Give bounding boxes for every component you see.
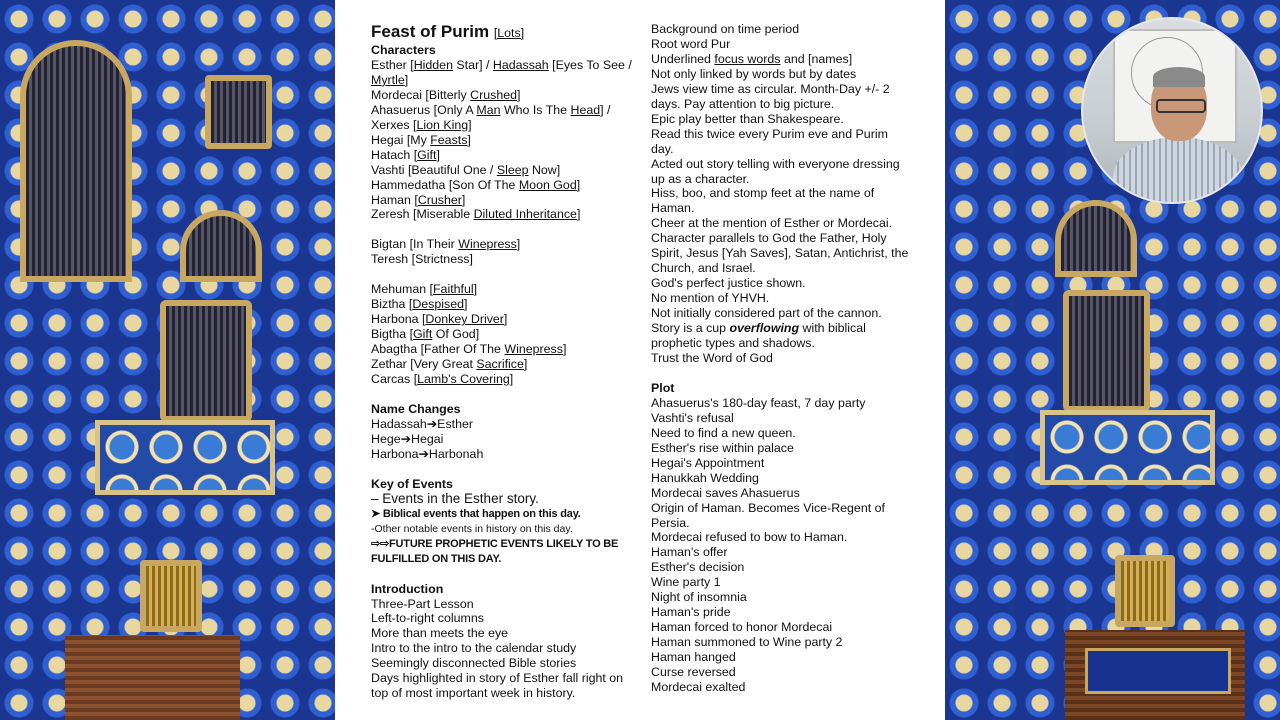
note-item: God's perfect justice shown. xyxy=(651,276,806,291)
key-other-events: -Other notable events in history on this day. xyxy=(371,522,573,535)
name-change-item: Hege➔Hegai xyxy=(371,431,444,446)
name-changes-list xyxy=(371,417,636,462)
tile-panel xyxy=(95,420,275,495)
key-story-events: – Events in the Esther story. xyxy=(371,490,539,506)
note-item: No mention of YHVH. xyxy=(651,291,770,306)
plot-item: Night of insomnia xyxy=(651,590,747,605)
notes-list xyxy=(651,22,913,366)
focus-word: Diluted Inheritance xyxy=(473,207,577,222)
background-tilework-left xyxy=(0,0,335,720)
introduction-item: Intro to the intro to the calendar study xyxy=(371,641,577,656)
arch-niche xyxy=(20,40,132,282)
characters-list-3 xyxy=(371,282,636,387)
presenter-glasses xyxy=(1156,99,1206,113)
plot-list xyxy=(651,396,913,695)
introduction-list xyxy=(371,597,636,702)
character-entry: Mehuman [Faithful] xyxy=(371,282,478,297)
window-lattice xyxy=(140,560,202,632)
calligraphy-sign xyxy=(1085,648,1231,694)
character-entry: Bigtan [In Their Winepress] xyxy=(371,237,521,252)
character-entry: Mordecai [Bitterly Crushed] xyxy=(371,87,521,102)
plot-item: Esther's decision xyxy=(651,560,745,575)
note-item: Story is a cup overflowing with biblical prophetic types and shadows. xyxy=(651,321,866,351)
character-entry: Hegai [My Feasts] xyxy=(371,132,471,147)
name-change-item: Harbona➔Harbonah xyxy=(371,446,484,461)
name-change-item: Hadassah➔Esther xyxy=(371,416,473,431)
emphasis-word: overflowing xyxy=(729,321,800,336)
note-item: Root word Pur xyxy=(651,36,731,51)
character-entry: Zethar [Very Great Sacrifice] xyxy=(371,357,528,372)
presenter-hair xyxy=(1153,67,1205,87)
character-entry: Ahasuerus [Only A Man Who Is The Head] / Xerxes [Lion King] xyxy=(371,102,611,132)
note-item: Character parallels to God the Father, Holy Spirit, Jesus [Yah Saves], Satan, Antichrist, the Church, and Israel. xyxy=(651,231,909,276)
plot-item: Esther's rise within palace xyxy=(651,440,794,455)
key-prophetic-events: ⇨⇨FUTURE PROPHETIC EVENTS LIKELY TO BE FULFILLED ON THIS DAY. xyxy=(371,537,619,565)
focus-word: Myrtle xyxy=(371,72,405,87)
focus-word: Moon God xyxy=(518,177,577,192)
focus-word: Winepress xyxy=(504,342,563,357)
focus-word: Hadassah xyxy=(492,57,549,72)
plot-item: Vashti's refusal xyxy=(651,410,734,425)
focus-word: Sacrifice xyxy=(476,357,524,372)
character-entry: Abagtha [Father Of The Winepress] xyxy=(371,342,567,357)
character-entry: Bigtha [Gift Of God] xyxy=(371,327,480,342)
introduction-item: Three-Part Lesson xyxy=(371,596,474,611)
focus-word: focus words xyxy=(714,51,781,66)
window-lattice xyxy=(1115,555,1175,627)
presenter-webcam xyxy=(1081,17,1263,204)
wooden-door xyxy=(65,635,240,720)
name-changes-heading: Name Changes xyxy=(371,402,461,417)
note-item: Not only linked by words but by dates xyxy=(651,66,857,81)
character-entry: Esther [Hidden Star] / Hadassah [Eyes To See / Myrtle] xyxy=(371,57,632,87)
focus-word: Faithful xyxy=(432,282,474,297)
title-link[interactable]: [Lots] xyxy=(493,26,525,40)
window-lattice xyxy=(1063,290,1150,412)
plot-item: Ahasuerus's 180-day feast, 7 day party xyxy=(651,395,866,410)
focus-word: Sleep xyxy=(496,162,529,177)
plot-item: Haman forced to honor Mordecai xyxy=(651,620,833,635)
note-item: Background on time period xyxy=(651,22,800,36)
focus-word: Crushed xyxy=(470,87,517,102)
focus-word: Crusher xyxy=(417,192,462,207)
title-text: Feast of Purim xyxy=(371,22,490,41)
document-page xyxy=(335,0,945,720)
introduction-item: Days highlighted in story of Esther fall right on top of most important week in history. xyxy=(371,671,624,701)
note-item: Not initially considered part of the cannon. xyxy=(651,306,882,321)
plot-item: Mordecai exalted xyxy=(651,679,746,694)
focus-word: Feasts xyxy=(430,132,468,147)
character-entry: Harbona [Donkey Driver] xyxy=(371,312,508,327)
focus-word: Donkey Driver xyxy=(425,312,504,327)
introduction-item: Left-to-right columns xyxy=(371,611,484,626)
plot-item: Hanukkah Wedding xyxy=(651,470,759,485)
plot-item: Haman hanged xyxy=(651,650,736,665)
characters-heading: Characters xyxy=(371,43,436,57)
plot-item: Wine party 1 xyxy=(651,575,721,590)
note-item: Hiss, boo, and stomp feet at the name of Haman. xyxy=(651,186,875,216)
plot-heading: Plot xyxy=(651,380,675,395)
character-entry: Teresh [Strictness] xyxy=(371,252,473,267)
focus-word: Gift xyxy=(413,327,433,342)
plot-item: Mordecai saves Ahasuerus xyxy=(651,485,800,500)
plot-item: Hegai's Appointment xyxy=(651,455,765,470)
plot-item: Curse reversed xyxy=(651,665,736,680)
plot-item: Haman's pride xyxy=(651,605,731,620)
key-of-events-heading: Key of Events xyxy=(371,476,453,491)
window-lattice xyxy=(1055,200,1137,277)
note-item: Trust the Word of God xyxy=(651,350,773,365)
right-column xyxy=(651,22,913,695)
page-title xyxy=(371,22,636,43)
focus-word: Winepress xyxy=(458,237,517,252)
introduction-item: More than meets the eye xyxy=(371,626,509,641)
left-column xyxy=(371,22,636,701)
window-lattice xyxy=(205,75,272,149)
characters-list-2 xyxy=(371,237,636,267)
focus-word: Lion King xyxy=(416,117,469,132)
character-entry: Carcas [Lamb's Covering] xyxy=(371,372,514,387)
note-item: Read this twice every Purim eve and Purim day. xyxy=(651,126,888,156)
window-lattice xyxy=(160,300,252,422)
introduction-heading: Introduction xyxy=(371,581,444,596)
character-entry: Vashti [Beautiful One / Sleep Now] xyxy=(371,162,561,177)
note-item: Jews view time as circular. Month-Day +/- 2 days. Pay attention to big picture. xyxy=(651,81,890,111)
introduction-item: Seemingly disconnected Bible stories xyxy=(371,656,577,671)
presenter-shirt xyxy=(1113,137,1243,204)
plot-item: Haman summoned to Wine party 2 xyxy=(651,635,843,650)
note-item: Cheer at the mention of Esther or Mordecai. xyxy=(651,216,893,231)
focus-word: Gift xyxy=(417,147,437,162)
window-lattice xyxy=(180,210,262,282)
focus-word: Lamb's Covering xyxy=(417,372,510,387)
character-entry: Hammedatha [Son Of The Moon God] xyxy=(371,177,581,192)
character-entry: Haman [Crusher] xyxy=(371,192,466,207)
focus-word: Man xyxy=(476,102,501,117)
focus-word: Despised xyxy=(412,297,464,312)
character-entry: Hatach [Gift] xyxy=(371,147,440,162)
focus-word: Head xyxy=(570,102,601,117)
note-item: Epic play better than Shakespeare. xyxy=(651,111,844,126)
tile-panel xyxy=(1040,410,1215,485)
focus-word: Hidden xyxy=(413,57,453,72)
characters-list xyxy=(371,58,636,222)
plot-item: Haman's offer xyxy=(651,545,728,560)
plot-item: Origin of Haman. Becomes Vice-Regent of Persia. xyxy=(651,500,885,530)
plot-item: Need to find a new queen. xyxy=(651,425,796,440)
character-entry: Zeresh [Miserable Diluted Inheritance] xyxy=(371,207,581,222)
note-item: Underlined focus words and [names] xyxy=(651,51,853,66)
character-entry: Biztha [Despised] xyxy=(371,297,468,312)
key-biblical-events: ➤ Biblical events that happen on this day. xyxy=(371,507,581,520)
note-item: Acted out story telling with everyone dressing up as a character. xyxy=(651,156,900,186)
plot-item: Mordecai refused to bow to Haman. xyxy=(651,530,848,545)
